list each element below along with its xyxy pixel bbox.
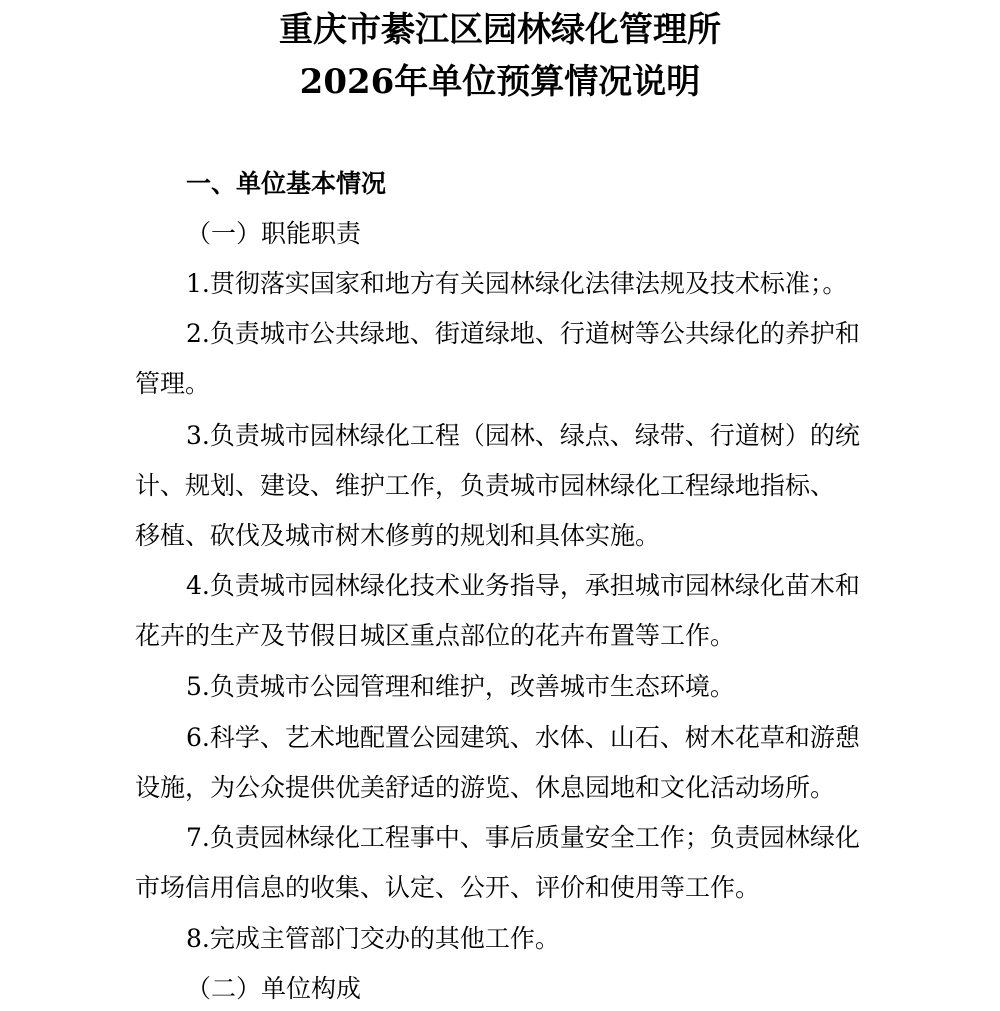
duty-2-line-1: 2.负责城市公共绿地、街道绿地、行道树等公共绿化的养护和 — [186, 319, 860, 348]
document-title-line-1: 重庆市綦江区园林绿化管理所 — [279, 10, 721, 50]
duty-4-line-2: 花卉的生产及节假日城区重点部位的花卉布置等工作。 — [135, 621, 736, 650]
duty-6-line-2: 设施，为公众提供优美舒适的游览、休息园地和文化活动场所。 — [135, 773, 836, 802]
duty-5-line-1: 5.负责城市公园管理和维护，改善城市生态环境。 — [186, 672, 735, 701]
duty-8-line-1: 8.完成主管部门交办的其他工作。 — [186, 924, 560, 953]
duty-3-line-3: 移植、砍伐及城市树木修剪的规划和具体实施。 — [135, 521, 661, 550]
section-heading-basic-info: 一、单位基本情况 — [186, 169, 387, 198]
duty-7-line-1: 7.负责园林绿化工程事中、事后质量安全工作；负责园林绿化 — [186, 823, 860, 852]
document-title-line-2: 2026年单位预算情况说明 — [299, 62, 701, 102]
duty-4-line-1: 4.负责城市园林绿化技术业务指导，承担城市园林绿化苗木和 — [186, 571, 860, 600]
duty-3-line-2: 计、规划、建设、维护工作，负责城市园林绿化工程绿地指标、 — [135, 471, 836, 500]
duty-2-line-2: 管理。 — [135, 369, 211, 398]
duty-6-line-1: 6.科学、艺术地配置公园建筑、水体、山石、树木花草和游憩 — [186, 723, 860, 752]
subsection-heading-unit-composition: （二）单位构成 — [186, 974, 362, 1003]
subsection-heading-duties: （一）职能职责 — [186, 219, 362, 248]
duty-3-line-1: 3.负责城市园林绿化工程（园林、绿点、绿带、行道树）的统 — [186, 421, 860, 450]
duty-7-line-2: 市场信用信息的收集、认定、公开、评价和使用等工作。 — [135, 873, 761, 902]
duty-1-line-1: 1.贯彻落实国家和地方有关园林绿化法律法规及技术标准；。 — [186, 269, 848, 298]
